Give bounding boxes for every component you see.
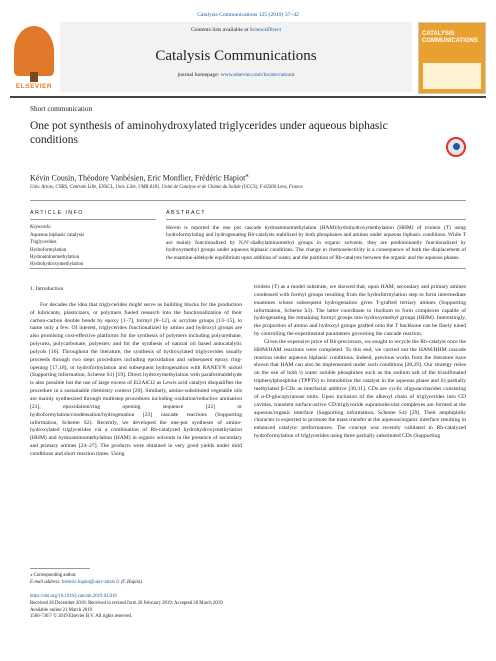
keyword-item: Hydroaminomethylation [30, 254, 80, 260]
abstract-rule [166, 219, 466, 220]
elsevier-logo [10, 22, 58, 92]
tree-icon [14, 26, 54, 76]
abstract-heading: ABSTRACT [166, 210, 206, 216]
homepage-link[interactable]: www.elsevier.com/locate/catcom [220, 72, 295, 78]
authors-text: Kévin Cousin, Théodore Vanbésien, Eric Monflier, Frédéric Hapiot [30, 173, 246, 183]
email-label: E-mail address: [30, 580, 62, 585]
article-metadata [30, 594, 223, 621]
corresponding-mark[interactable]: ⁎ [245, 172, 249, 179]
keyword-item: Hydrohydroxymethylation [30, 262, 84, 268]
homepage-prefix: journal homepage: [177, 72, 221, 78]
journal-cover [418, 22, 486, 94]
online-date: Available online 21 March 2019 [30, 607, 92, 613]
copyright: 1566-7367/ © 2019 Elsevier B.V. All rights reserved. [30, 614, 133, 620]
author-list [30, 171, 249, 183]
header-rule [10, 96, 486, 98]
email-link[interactable]: frederic.hapiot@univ-artois.fr [61, 580, 120, 585]
sciencedirect-link[interactable]: ScienceDirect [249, 27, 282, 33]
keyword-list [30, 232, 84, 268]
keyword-item: Triglycerides [30, 240, 57, 246]
history-dates: Received 26 December 2018; Received in revised form 26 February 2019; Accepted 20 March 2019 [30, 600, 223, 606]
keyword-item: Hydroformylation [30, 247, 67, 253]
journal-title: Catalysis Communications [155, 48, 317, 64]
right-column [254, 284, 466, 441]
cover-image [423, 63, 481, 89]
abstract-text: Herein is reported the one pot cascade hydroaminomethylation (HAM)/hydrohydroxymethylation (HHM) of triolein (T) using hydroformylating and hydrogenating Rh-catalysts stabilized by both phosphanes and amines under aqueous biphasic conditions. While T are mainly functionalized by N,N′-dialkylaminomethyl groups in organic solvents, they are predominantly functionalized by hydroxymethyl groups under aqueous biphasic conditions. The change in chemoselectivity is a consequence of both the displacement of the enamine-aldehyde equilibrium upon addition of water, and the partition of Rh-catalysts between the organic and the aqueous phases. [166, 225, 466, 261]
corresponding-author-note: ⁎ Corresponding author. [30, 573, 77, 578]
doi-link[interactable]: https://doi.org/10.1016/j.catcom.2019.03.018 [30, 594, 117, 599]
info-top-rule [30, 200, 466, 201]
check-for-updates-icon[interactable] [446, 137, 466, 157]
contents-line [60, 27, 412, 33]
keywords-heading: Keywords: [30, 225, 52, 230]
section-title: 1. Introduction [30, 286, 64, 292]
publisher-name: ELSEVIER [15, 83, 53, 90]
email-suffix: (F. Hapiot). [119, 580, 144, 585]
cover-title: CATALYSIS COMMUNICATIONS [422, 31, 478, 44]
affiliation: Univ. Artois, CNRS, Centrale Lille, ENSCL, Univ. Lille, UMR 8181, Unité de Catalyse et de Chimie du Solide (UCCS), F-62300 Lens, France [30, 185, 303, 190]
body-paragraph: triolein (T) as a model substrate, we showed that, upon HAM, secondary and primary amines condensed with formyl groups resulting from the hydroformylation step to form intermediate enamines whose subsequent hydrogenation gives T-grafted tertiary amines (Supporting information, Scheme S3). The latter coordinate to rhodium to form complexes capable of hydrogenating the remaining formyl groups into hydroxymethyl groups (HHM). Interestingly, the proportion of amino and hydroxyl groups grafted onto the T backbone can be finely tuned by controlling the experimental parameters governing the cascade reaction. [254, 284, 466, 338]
info-rule [30, 219, 156, 220]
email-note [30, 580, 143, 585]
contents-prefix: Contents lists available at [190, 27, 250, 33]
article-info-heading: ARTICLE INFO [30, 210, 84, 216]
article-title: One pot synthesis of aminohydroxylated triglycerides under aqueous biphasic conditions [30, 120, 388, 147]
abstract-bottom-rule [30, 268, 466, 269]
footnote-rule [30, 568, 90, 569]
article-type: Short communication [30, 105, 93, 113]
journal-citation: Catalysis Communications 125 (2019) 37–42 [197, 12, 299, 18]
left-column [30, 286, 242, 459]
body-paragraph: For decades the idea that triglycerides might serve as building blocks for the production of lubricants, plasticizers, or polymers fueled research into the functionalization of their carbon-carbon double bonds by epoxy [1–7], formyl [8–12], or acrylate groups [13–15], to name only a few. Of interest, triglycerides functionalized by amino and hydroxyl groups are also promising cost-effective platforms for the synthesis of polymers including polyurethane, polyurea, polycarbonate, polyester, and for the synthesis of natural oil based autocatalytic polyols [16]. Throughout the literature, the synthesis of hydroxylated triglycerides usually proceeds through two steps procedures including epoxidation and subsequent epoxy ring-opening [17,18], or hydroformylation and subsequent hydrogenation with RANEY® nickel (Supporting information, Scheme S1) [19]. Direct hydroxymethylation with paraformaldehyde is also possible but the use of large excess of Et2AlCl2 as Lewis acid catalyst disqualifies the procedure in a sustainable chemistry context [20]. Similarly, amino-substituted vegetable oils are mainly synthesized through multistep procedures including oxidation/reductive amination [21], epoxidation/ring opening sequence [22] or hydroformylation/condensation/hydrogenation [23] cascade reactions (Supporting information, Scheme S2). Recently, we developed the one-pot syntheses of amino-hydroxylated triglycerides via a combination of Rh-catalyzed hydrohydroxymethylation (HHM) and hydroaminomethylation (HAM) in organic solvents in the presence of secondary and primary amines [24–27]. The products were obtained in very good yields under mild conditions and short reaction times. Using [30, 301, 242, 457]
body-paragraph: Given the expensive price of Rh-precursors, we sought to recycle the Rh-catalyst once the HHM/HAM reactions were completed. To this end, we carried out the HAM/HHM cascade reaction under aqueous biphasic conditions. Indeed, previous works from the literature have shown that HAM can also be implemented under such conditions [28,29]. Our strategy relies on the use of both i) water soluble phosphines such as the sodium salt of the trisulfonated triphenylphosphine (TPPTS) to immobilize the catalyst in the aqueous phase and ii) partially methylated β-CDs as interfacial additive [30,31]. CDs are cyclic oligosaccharides consisting of α-D-glucopyranose units. Upon inclusion of the alkenyl chain of triglycerides into CD cavities, transient surface-active CD/triglyceride supramolecular complexes are formed at the aqueous/organic interface (Supporting information, Scheme S4) [29]. Their amphiphilic character is expected to promote the mass transfer at the aqueous/organic interface resulting in enhanced catalytic performances. The concept was recently validated in Rh-catalyzed hydroformylation of triglycerides using three partially substituted CDs (Supporting [254, 338, 466, 440]
journal-homepage [60, 72, 412, 78]
keyword-item: Aqueous biphasic catalysis [30, 233, 85, 238]
